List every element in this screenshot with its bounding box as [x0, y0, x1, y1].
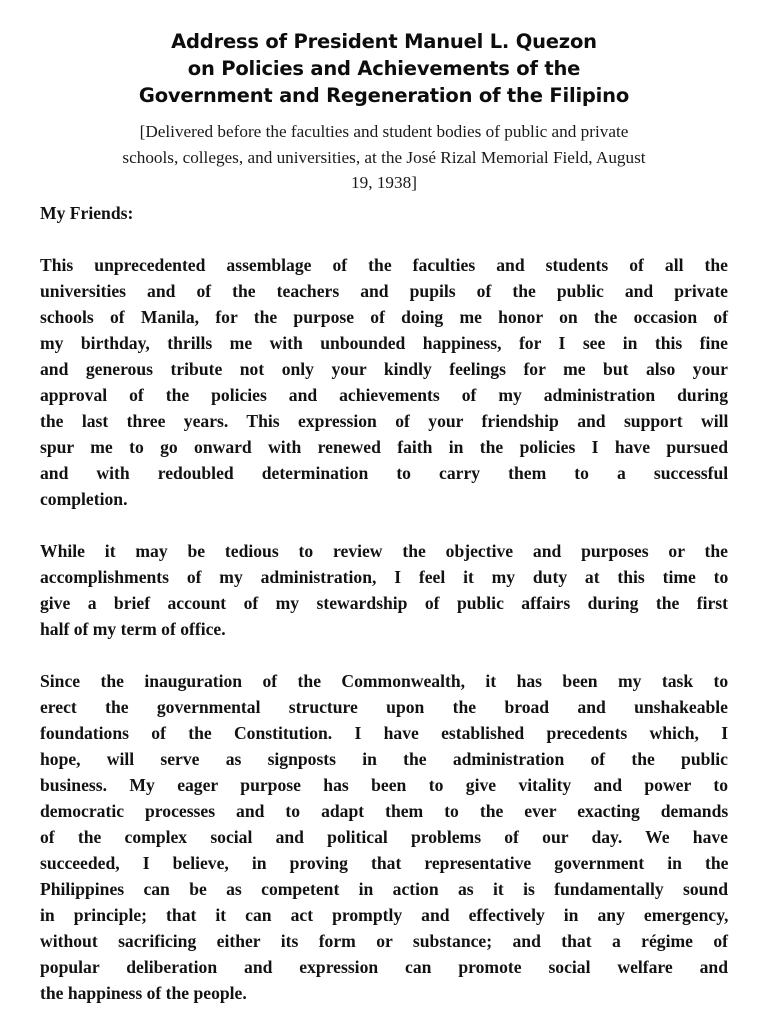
text-line: the last three years. This expression of your friendship and support will [40, 410, 729, 431]
text-line: succeeded, I believe, in proving that representative government in the [40, 852, 729, 873]
text-line: hope, will serve as signposts in the administration of the public [40, 748, 728, 769]
text-line: Since the inauguration of the Commonwealth, it has been my task to [40, 670, 729, 691]
text-line: and with redoubled determination to carry them to a successful [40, 462, 729, 483]
subtitle-line: [Delivered before the faculties and student bodies of public and private [139, 122, 629, 141]
paragraph-2 [40, 538, 728, 642]
text-line: popular deliberation and expression can promote social welfare and [40, 956, 728, 977]
text-line: accomplishments of my administration, I feel it my duty at this time to [40, 566, 729, 587]
text-line: half of my term of office. [40, 618, 226, 639]
text-line: democratic processes and to adapt them to the ever exacting demands [40, 800, 729, 821]
text-line: universities and of the teachers and pupils of the public and private [40, 280, 728, 301]
title-line: on Policies and Achievements of the [187, 57, 581, 80]
paragraph-3 [40, 668, 728, 1006]
text-line: Philippines can be as competent in action as it is fundamentally sound [40, 878, 728, 899]
document-page [40, 28, 728, 1006]
text-line: without sacrificing either its form or substance; and that a régime of [40, 930, 728, 951]
text-line: spur me to go onward with renewed faith in the policies I have pursued [40, 436, 728, 457]
document-title [40, 28, 728, 109]
subtitle-line: 19, 1938] [351, 173, 417, 192]
title-line: Address of President Manuel L. Quezon [171, 30, 597, 53]
text-line: completion. [40, 488, 128, 509]
salutation: My Friends: [40, 202, 134, 223]
document-subtitle [32, 119, 736, 196]
text-line: This unprecedented assemblage of the faculties and students of all the [40, 254, 728, 275]
text-line: of the complex social and political problems of our day. We have [40, 826, 728, 847]
title-line: Government and Regeneration of the Filipino [138, 84, 630, 107]
subtitle-line: schools, colleges, and universities, at the José Rizal Memorial Field, August [122, 147, 646, 167]
text-line: my birthday, thrills me with unbounded happiness, for I see in this fine [40, 332, 728, 353]
text-line: erect the governmental structure upon the broad and unshakeable [40, 696, 728, 717]
text-line: business. My eager purpose has been to give vitality and power to [40, 774, 729, 795]
text-line: and generous tribute not only your kindly feelings for me but also your [40, 358, 728, 379]
text-line: approval of the policies and achievements of my administration during [40, 384, 728, 405]
text-line: give a brief account of my stewardship of public affairs during the first [40, 592, 728, 613]
text-line: foundations of the Constitution. I have established precedents which, I [40, 722, 729, 743]
text-line: the happiness of the people. [40, 982, 247, 1003]
text-line: While it may be tedious to review the objective and purposes or the [40, 540, 728, 561]
paragraph-1 [40, 252, 728, 512]
text-line: in principle; that it can act promptly and effectively in any emergency, [40, 904, 729, 925]
text-line: schools of Manila, for the purpose of doing me honor on the occasion of [40, 306, 729, 327]
